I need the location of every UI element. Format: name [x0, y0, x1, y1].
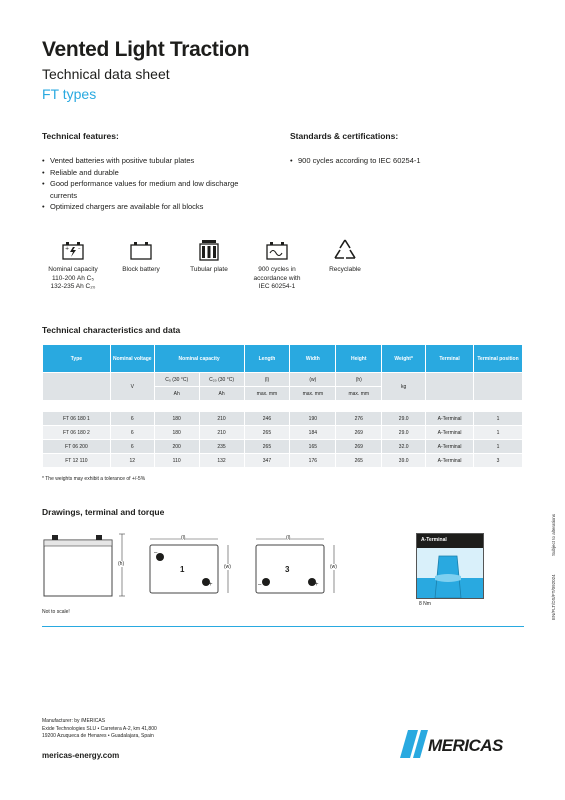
- unit-cell: C₅ (30 °C): [154, 373, 199, 387]
- table-unit-row: [43, 373, 523, 387]
- cell: 265: [244, 440, 290, 454]
- col-capacity: Nominal capacity: [154, 345, 244, 373]
- drawings-heading: Drawings, terminal and torque: [42, 507, 165, 517]
- cell: 132: [199, 454, 244, 468]
- position-1-label: 1: [180, 565, 185, 574]
- unit-cell: (h): [336, 373, 382, 387]
- features-heading: Technical features:: [42, 131, 119, 141]
- tech-table: [42, 344, 523, 468]
- unit-cell: [43, 373, 111, 401]
- cell: 1: [474, 426, 523, 440]
- cell-type: FT 06 200: [43, 440, 111, 454]
- cell: 200: [154, 440, 199, 454]
- table-row: [43, 412, 523, 426]
- unit-cell: (l): [244, 373, 290, 387]
- battery-charge-icon: [61, 238, 85, 262]
- col-weight: Weight*: [382, 345, 426, 373]
- product-series: FT types: [42, 86, 97, 102]
- address-line: Exide Technologies SLU • Carretera A-2, km 41,800: [42, 725, 157, 732]
- cell: 276: [336, 412, 382, 426]
- icon-caption-line: Nominal capacity: [48, 266, 98, 273]
- a-terminal-icon: [417, 548, 483, 598]
- svg-text:–: –: [78, 246, 81, 252]
- features-list: [42, 155, 257, 213]
- address-line: 19200 Azuqueca de Henares • Guadalajara, Spain: [42, 733, 154, 739]
- unit-cell: Ah: [199, 387, 244, 401]
- cell: 3: [474, 454, 523, 468]
- cell: 32.0: [382, 440, 426, 454]
- scale-note: Not to scale!: [42, 609, 70, 615]
- cell-type: FT 12 110: [43, 454, 111, 468]
- icon-caption-line: 900 cycles in: [258, 266, 296, 273]
- col-terminal: Terminal: [426, 345, 474, 373]
- unit-cell: [426, 373, 474, 401]
- position-3-label: 3: [285, 565, 290, 574]
- cell: 347: [244, 454, 290, 468]
- cell: 29.0: [382, 412, 426, 426]
- dim-l-label-1: (l): [181, 535, 186, 541]
- cell: 269: [336, 426, 382, 440]
- unit-cell: max. mm: [244, 387, 290, 401]
- feature-item: • Good performance values for medium and low discharge currents: [42, 178, 257, 201]
- document-title: Vented Light Traction: [42, 38, 250, 61]
- icon-caption-line: IEC 60254-1: [258, 283, 296, 290]
- cell: 190: [290, 412, 336, 426]
- col-type: Type: [43, 345, 111, 373]
- table-header-row: [43, 345, 523, 373]
- logo-wordmark: MERICAS: [428, 736, 503, 755]
- unit-cell: kg: [382, 373, 426, 401]
- dim-l-label-3: (l): [286, 535, 291, 541]
- cycles-icon: [265, 238, 289, 262]
- icon-caption-line: accordance with: [253, 274, 301, 282]
- icon-caption-line: 110-200 Ah C₅: [52, 274, 94, 282]
- recycle-icon: [332, 238, 358, 262]
- dim-w-label-1: (w): [224, 564, 231, 570]
- document-subtitle: Technical data sheet: [42, 66, 170, 82]
- unit-cell: [474, 373, 523, 401]
- cell: 39.0: [382, 454, 426, 468]
- tubular-plate-icon: [197, 238, 221, 262]
- cell: A-Terminal: [426, 412, 474, 426]
- cell: 269: [336, 440, 382, 454]
- tech-heading: Technical characteristics and data: [42, 325, 181, 335]
- cell: 235: [199, 440, 244, 454]
- icon-block-block-battery: [106, 238, 176, 275]
- table-row: [43, 426, 523, 440]
- cell: 265: [244, 426, 290, 440]
- cell: A-Terminal: [426, 440, 474, 454]
- section-divider: [42, 626, 524, 627]
- cell: 184: [290, 426, 336, 440]
- cell-type: FT 06 180 2: [43, 426, 111, 440]
- unit-cell: max. mm: [290, 387, 336, 401]
- col-length: Length: [244, 345, 290, 373]
- plus-label: +: [209, 582, 213, 588]
- icon-block-capacity: [38, 238, 108, 292]
- icon-caption-line: 132-235 Ah C₂₀: [50, 283, 96, 290]
- cell: 180: [154, 412, 199, 426]
- minus-label: –: [154, 550, 158, 556]
- svg-text:+: +: [65, 246, 70, 252]
- col-terminal-position: Terminal position: [474, 345, 523, 373]
- icon-block-recyclable: [310, 238, 380, 275]
- standard-item: • 900 cycles according to IEC 60254-1: [290, 155, 510, 167]
- cell: 265: [336, 454, 382, 468]
- cell: 165: [290, 440, 336, 454]
- manufacturer-line: Manufacturer: by /MERICAS: [42, 718, 106, 724]
- col-height: Height: [336, 345, 382, 373]
- cell: 6: [110, 412, 154, 426]
- cell: A-Terminal: [426, 426, 474, 440]
- icon-block-tubular-plate: [174, 238, 244, 275]
- cell-type: FT 06 180 1: [43, 412, 111, 426]
- icon-block-cycles: [242, 238, 312, 292]
- icon-caption-line: Block battery: [122, 266, 160, 273]
- torque-value: 8 Nm: [419, 601, 431, 607]
- feature-item: • Reliable and durable: [42, 167, 257, 179]
- unit-cell: V: [110, 373, 154, 401]
- icon-caption-line: Tubular plate: [190, 266, 228, 273]
- cell: 246: [244, 412, 290, 426]
- feature-item: • Optimized chargers are available for all blocks: [42, 201, 257, 213]
- cell: 110: [154, 454, 199, 468]
- col-width: Width: [290, 345, 336, 373]
- a-terminal-label: A-Terminal: [421, 537, 447, 543]
- table-row: [43, 440, 523, 454]
- feature-item: • Vented batteries with positive tubular plates: [42, 155, 257, 167]
- cell: 210: [199, 412, 244, 426]
- cell: 180: [154, 426, 199, 440]
- cell: 1: [474, 412, 523, 426]
- cell: 6: [110, 440, 154, 454]
- cell: 176: [290, 454, 336, 468]
- side-subject-note: Subject to alterations: [551, 513, 556, 556]
- cell: 6: [110, 426, 154, 440]
- dim-w-label-3: (w): [330, 564, 337, 570]
- cell: 29.0: [382, 426, 426, 440]
- minus-label: –: [258, 582, 262, 588]
- unit-cell: Ah: [154, 387, 199, 401]
- block-battery-icon: [129, 238, 153, 262]
- unit-cell: max. mm: [336, 387, 382, 401]
- standards-list: [290, 155, 510, 167]
- website-link[interactable]: mericas-energy.com: [42, 751, 120, 760]
- cell: A-Terminal: [426, 454, 474, 468]
- mericas-logo: [398, 728, 528, 760]
- col-voltage: Nominal voltage: [110, 345, 154, 373]
- footer-address: [42, 718, 157, 741]
- side-document-code: EN/FLT/DS/FT/092024: [551, 574, 556, 620]
- unit-cell: C₂₀ (30 °C): [199, 373, 244, 387]
- plus-label: +: [315, 582, 319, 588]
- icon-caption-line: Recyclable: [329, 266, 361, 273]
- a-terminal-box: [416, 533, 484, 599]
- cell: 210: [199, 426, 244, 440]
- cell: 1: [474, 440, 523, 454]
- weight-footnote: * The weights may exhibit a tolerance of +/-5%: [42, 476, 146, 482]
- standards-heading: Standards & certifications:: [290, 131, 399, 141]
- unit-cell: (w): [290, 373, 336, 387]
- cell: 12: [110, 454, 154, 468]
- table-row: [43, 454, 523, 468]
- dim-h-label: (h): [118, 561, 125, 567]
